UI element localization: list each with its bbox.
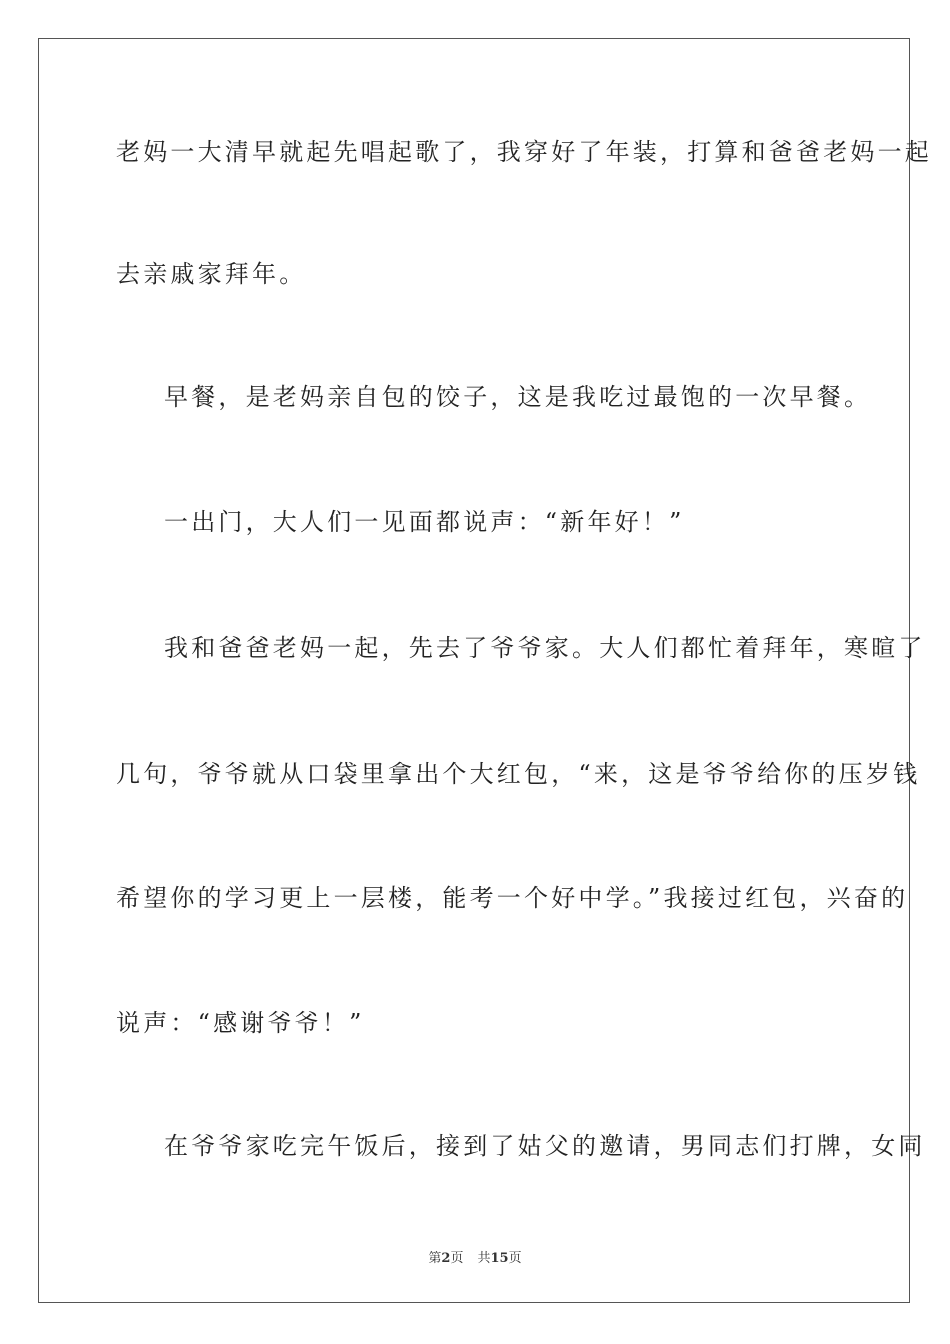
text-line: 一出门，大人们一见面都说声：“新年好！” <box>164 508 685 536</box>
text-line: 几句，爷爷就从口袋里拿出个大红包，“来，这是爷爷给你的压岁钱 <box>116 760 921 788</box>
total-prefix: 共 <box>477 1251 491 1266</box>
page-suffix: 页 <box>450 1251 464 1266</box>
text-line: 在爷爷家吃完午饭后，接到了姑父的邀请，男同志们打牌，女同 <box>164 1132 926 1160</box>
page-number: 2 <box>441 1251 451 1266</box>
page-border <box>38 38 932 1303</box>
text-line: 早餐，是老妈亲自包的饺子，这是我吃过最饱的一次早餐。 <box>164 383 872 411</box>
total-suffix: 页 <box>508 1251 522 1266</box>
total-pages: 15 <box>490 1251 509 1266</box>
text-line: 我和爸爸老妈一起，先去了爷爷家。大人们都忙着拜年，寒暄了 <box>164 634 926 662</box>
text-line: 去亲戚家拜年。 <box>116 260 307 288</box>
text-line: 说声：“感谢爷爷！” <box>116 1009 365 1037</box>
page-prefix: 第 <box>428 1251 442 1266</box>
page-footer <box>0 1247 950 1266</box>
text-line: 希望你的学习更上一层楼，能考一个好中学。”我接过红包，兴奋的 <box>116 884 909 912</box>
text-line: 老妈一大清早就起先唱起歌了，我穿好了年装，打算和爸爸老妈一起 <box>116 138 932 166</box>
